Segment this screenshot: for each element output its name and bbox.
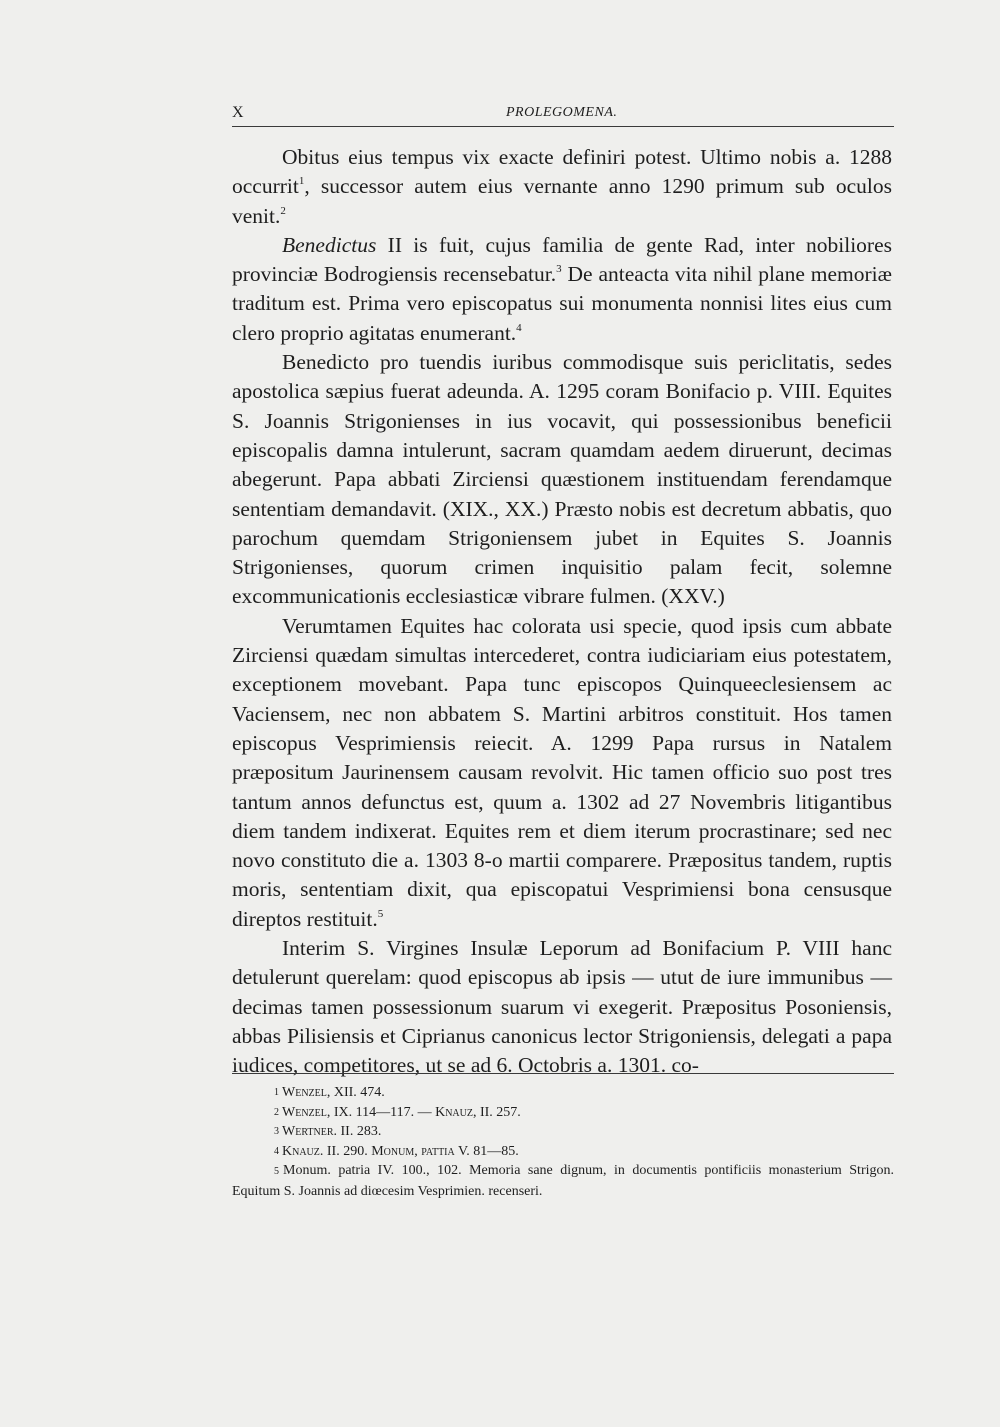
page-number: X: [232, 104, 244, 121]
footnote: [232, 1142, 894, 1162]
footnote-rule: [232, 1073, 894, 1074]
footnote-text: Monum. patria IV. 100., 102. Memoria sane dignum, in documentis pontificiis monasterium Strigon. Equitum S. Joannis ad diœcesim Vesprimien. recenseri.: [232, 1163, 894, 1199]
paragraph: Benedicto pro tuendis iuribus commodisque suis periclitatis, sedes apostolica sæpius fuerat adeunda. A. 1295 coram Bonifacio p. VIII. Equites S. Joannis Strigonienses in ius vocavit, qui possessionibus beneficii episcopalis damna intulerunt, sacram quamdam aedem diruerunt, decimas abegerunt. Papa abbati Zirciensi quæstionem instituendam ferendamque sententiam demandavit. (XIX., XX.) Præsto nobis est decretum abbatis, quo parochum quemdam Strigoniensem jubet in Equites S. Joannis Strigonienses, quorum crimen inquisitio palam fecit, solemne excommunicationis ecclesiasticæ vibrare fulmen. (XXV.): [232, 350, 892, 609]
paragraph-text: Verumtamen Equites hac colorata usi specie, quod ipsis cum abbate Zirciensi quædam simultas intercederet, contra iudiciariam eius potestatem, exceptionem movebant. Papa tunc episcopos Quinqueeclesiensem ac Vaciensem, nec non abbatem S. Martini arbitros constituit. Hos tamen episcopus Vesprimiensis reiecit. A. 1299 Papa rursus in Natalem præpositum Jaurinensem causam revolvit. Hic tamen officio suo post tres tantum annos defunctus est, quum a. 1302 ad 27 Novembris litigantibus diem tandem indixerat. Equites rem et diem iterum procrastinare; sed nec novo constituto die a. 1303 8-o martii comparere. Præpositus tandem, ruptis moris, sententiam dixit, qua episcopatui Vesprimiensi bona censusque direptos restituit.: [232, 613, 892, 931]
footnotes: [232, 1083, 894, 1201]
footnote-mark: 5: [274, 1166, 279, 1177]
paragraph-text: De anteacta vita nihil plane memoriæ traditum est. Prima vero episcopatus sui monumenta nonnisi lites eius cum clero proprio agitatas enumerant.: [232, 262, 892, 345]
footnote-text: Wenzel, IX. 114—117. — Knauz, II. 257.: [282, 1104, 521, 1120]
footnote: [232, 1083, 894, 1103]
footnote: [232, 1161, 894, 1201]
paragraph-text: , successor autem eius vernante anno 1290 primum sub oculos venit.: [232, 174, 892, 228]
footnote-ref: 2: [280, 204, 286, 217]
paragraph: [232, 612, 892, 934]
footnote-mark: 4: [274, 1145, 279, 1157]
paragraph-text: Obitus eius tempus vix exacte definiri potest. Ultimo nobis a. 1288 occurrit: [232, 145, 892, 199]
header-rule: [232, 126, 894, 127]
footnote-mark: 1: [274, 1087, 279, 1098]
footnote-text: Wertner. II. 283.: [282, 1124, 382, 1139]
footnote-text: Wenzel, XII. 474.: [282, 1085, 385, 1100]
footnote-ref: 1: [298, 175, 305, 188]
footnote-ref: 5: [377, 907, 384, 920]
italic-name: Benedictus: [282, 232, 377, 257]
footnote-mark: 3: [274, 1126, 279, 1137]
paragraph: [232, 143, 892, 231]
footnote-mark: 2: [274, 1106, 279, 1118]
footnote-ref: 4: [516, 321, 522, 334]
main-text: [232, 143, 892, 1081]
footnote: [232, 1122, 894, 1142]
paragraph-text: II is fuit, cujus familia de gente Rad, inter nobiliores provinciæ Bodrogiensis recensebatur.: [232, 232, 892, 287]
running-title: PROLEGOMENA.: [506, 105, 618, 120]
paragraph: Interim S. Virgines Insulæ Leporum ad Bonifacium P. VIII hanc detulerunt querelam: quod episcopus ab ipsis — utut de iure immunibus — decimas tamen possessionum suarum vi exegerit. Præpositus Posoniensis, abbas Pilisiensis et Ciprianus canonicus lector Strigoniensis, delegati a papa iudices, competitores, ut se ad 6. Octobris a. 1301. co-: [232, 936, 892, 1078]
footnote-ref: 3: [556, 263, 562, 276]
footnote-text: Knauz. II. 290. Monum, pattia V. 81—85.: [282, 1143, 519, 1159]
paragraph: [232, 231, 892, 348]
footnote: [232, 1103, 894, 1123]
running-head: [232, 104, 892, 126]
